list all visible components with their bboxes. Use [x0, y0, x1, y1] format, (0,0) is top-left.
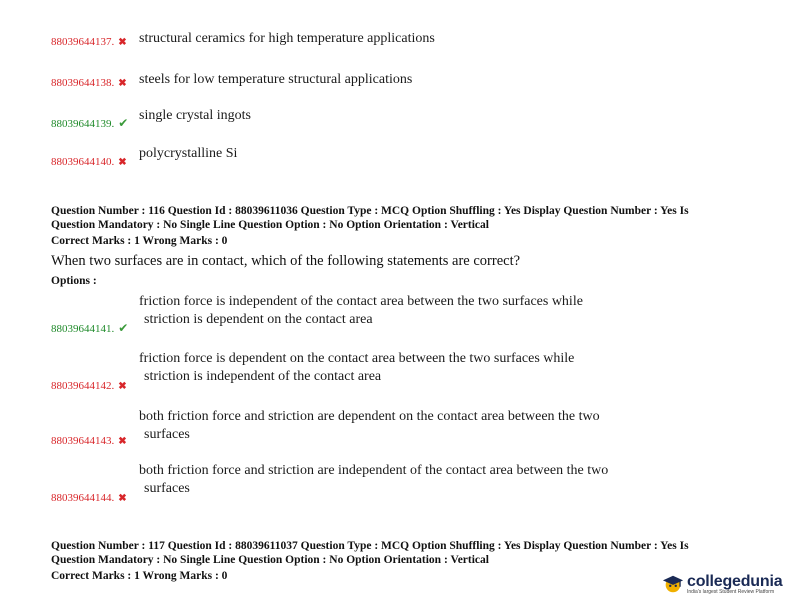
question-marks: Correct Marks : 1 Wrong Marks : 0	[51, 570, 228, 582]
option-id: 88039644144.	[51, 492, 115, 504]
option-text-line2: striction is dependent on the contact area	[144, 312, 373, 327]
collegedunia-logo	[662, 573, 782, 595]
option-text: steels for low temperature structural applications	[139, 72, 413, 87]
option-row	[51, 114, 128, 132]
check-icon: ✔	[118, 116, 129, 130]
option-id: 88039644140.	[51, 156, 115, 168]
option-id: 88039644143.	[51, 435, 115, 447]
cross-icon: ✖	[118, 157, 127, 168]
option-row	[51, 431, 127, 449]
logo-wordmark: collegedunia	[687, 573, 783, 590]
question-text: When two surfaces are in contact, which of the following statements are correct?	[51, 253, 521, 269]
cross-icon: ✖	[118, 493, 127, 504]
cross-icon: ✖	[118, 381, 127, 392]
cross-icon: ✖	[118, 37, 127, 48]
option-row	[51, 152, 127, 170]
graduation-cap-icon	[662, 573, 684, 595]
question-meta-line2: Question Mandatory : No Single Line Question Option : No Option Orientation : Vertical	[51, 219, 489, 231]
option-id: 88039644141.	[51, 323, 115, 335]
option-id: 88039644142.	[51, 380, 115, 392]
option-text-line2: surfaces	[144, 427, 190, 442]
option-text-line2: surfaces	[144, 481, 190, 496]
option-text-line1: friction force is independent of the contact area between the two surfaces while	[139, 294, 583, 309]
option-text-line1: both friction force and striction are dependent on the contact area between the two	[139, 409, 600, 424]
check-icon: ✔	[118, 321, 129, 335]
option-text: single crystal ingots	[139, 108, 251, 123]
option-text-line1: friction force is dependent on the contact area between the two surfaces while	[139, 351, 575, 366]
question-meta-line2: Question Mandatory : No Single Line Question Option : No Option Orientation : Vertical	[51, 554, 489, 566]
option-row	[51, 376, 127, 394]
option-text-line1: both friction force and striction are independent of the contact area between the two	[139, 463, 609, 478]
option-id: 88039644138.	[51, 77, 115, 89]
option-id: 88039644137.	[51, 36, 115, 48]
option-text: polycrystalline Si	[139, 146, 238, 161]
option-row	[51, 73, 127, 91]
option-row	[51, 488, 127, 506]
option-text-line2: striction is independent of the contact area	[144, 369, 382, 384]
question-marks: Correct Marks : 1 Wrong Marks : 0	[51, 235, 228, 247]
option-row	[51, 32, 127, 50]
cross-icon: ✖	[118, 78, 127, 89]
question-meta-line1: Question Number : 116 Question Id : 88039611036 Question Type : MCQ Option Shuffling : Yes Display Question Number : Yes Is	[51, 205, 689, 217]
options-label: Options :	[51, 275, 97, 287]
option-text: structural ceramics for high temperature applications	[139, 31, 435, 46]
option-id: 88039644139.	[51, 118, 115, 130]
question-meta-line1: Question Number : 117 Question Id : 88039611037 Question Type : MCQ Option Shuffling : Yes Display Question Number : Yes Is	[51, 540, 689, 552]
logo-tagline: India's largest Student Review Platform	[687, 589, 775, 595]
cross-icon: ✖	[118, 436, 127, 447]
option-row	[51, 319, 128, 337]
